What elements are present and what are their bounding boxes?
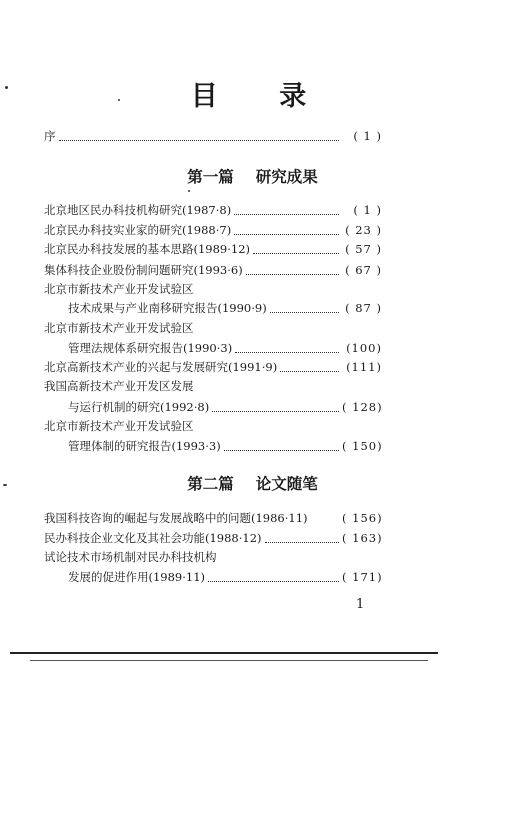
part2-heading-name: 论文随笔: [255, 475, 318, 493]
scan-speck: [188, 190, 190, 192]
toc-entry: [44, 359, 382, 377]
part1-heading-name: 研究成果: [255, 168, 318, 186]
entry-text: 北京民办科技实业家的研究(1988·7): [44, 223, 232, 237]
toc-entry: [68, 399, 382, 417]
toc-entry: [68, 438, 382, 456]
toc-title: 目 录: [190, 81, 333, 112]
leader-dots: [280, 370, 339, 372]
part1-heading-num: 第一篇: [187, 168, 234, 186]
entry-text: 发展的促进作用(1989·11): [68, 570, 206, 584]
toc-entry-line: 北京市新技术产业开发试验区: [44, 282, 194, 296]
bottom-rule-secondary: [30, 660, 428, 661]
entry-text: 管理体制的研究报告(1993·3): [68, 439, 221, 453]
leader-dots: [246, 273, 339, 275]
part2-heading-num: 第二篇: [187, 475, 234, 493]
toc-entry: [44, 262, 382, 280]
scan-speck: [5, 86, 8, 89]
scan-speck: [3, 484, 7, 486]
entry-text: 与运行机制的研究(1992·8): [68, 400, 210, 414]
entry-text: 序: [44, 129, 56, 143]
part1-heading: [0, 165, 505, 187]
toc-entry: [44, 510, 382, 528]
toc-entry-line: 试论技术市场机制对民办科技机构: [44, 550, 217, 564]
entry-text: 我国科技咨询的崛起与发展战略中的问题(1986·11): [44, 511, 308, 525]
entry-page: ( 87 ): [345, 301, 382, 315]
toc-entry: [68, 300, 382, 318]
entry-page: ( 163): [342, 531, 383, 545]
page-number: 1: [356, 597, 365, 612]
bottom-rule: [10, 652, 438, 654]
toc-entry-line: 北京市新技术产业开发试验区: [44, 419, 194, 433]
toc-entry: [44, 530, 382, 548]
entry-page: (100): [346, 341, 382, 355]
toc-entry-preface: [44, 128, 382, 146]
leader-dots: [234, 233, 339, 235]
entry-page: (111): [346, 360, 382, 374]
leader-dots: [235, 351, 339, 353]
leader-dots: [212, 410, 339, 412]
toc-entry: [44, 241, 382, 259]
toc-entry: [68, 340, 382, 358]
leader-dots: [265, 541, 339, 543]
entry-text: 北京高新技术产业的兴起与发展研究(1991·9): [44, 360, 278, 374]
leader-dots: [234, 213, 339, 215]
toc-entry: [44, 202, 382, 220]
leader-dots: [59, 139, 340, 141]
entry-text: 民办科技企业文化及其社会功能(1988·12): [44, 531, 262, 545]
entry-text: 技术成果与产业南移研究报告(1990·9): [68, 301, 267, 315]
leader-dots: [208, 580, 339, 582]
entry-page: ( 67 ): [345, 263, 382, 277]
leader-dots: [224, 449, 339, 451]
entry-text: 集体科技企业股份制问题研究(1993·6): [44, 263, 243, 277]
part2-heading: [0, 472, 505, 494]
entry-text: 北京民办科技发展的基本思路(1989·12): [44, 242, 251, 256]
toc-entry-line: 北京市新技术产业开发试验区: [44, 321, 194, 335]
leader-dots: [270, 311, 339, 313]
toc-entry-line: 我国高新技术产业开发区发展: [44, 379, 194, 393]
entry-page: ( 156): [342, 511, 383, 525]
entry-page: ( 1 ): [353, 129, 382, 143]
entry-page: ( 171): [342, 570, 383, 584]
entry-page: ( 23 ): [345, 223, 382, 237]
entry-page: ( 150): [342, 439, 383, 453]
entry-text: 北京地区民办科技机构研究(1987·8): [44, 203, 232, 217]
entry-page: ( 128): [342, 400, 383, 414]
entry-text: 管理法规体系研究报告(1990·3): [68, 341, 233, 355]
entry-page: ( 1 ): [353, 203, 382, 217]
entry-page: ( 57 ): [345, 242, 382, 256]
toc-entry: [44, 222, 382, 240]
toc-entry: [68, 569, 382, 587]
leader-dots: [253, 252, 339, 254]
scan-speck: [118, 99, 120, 101]
